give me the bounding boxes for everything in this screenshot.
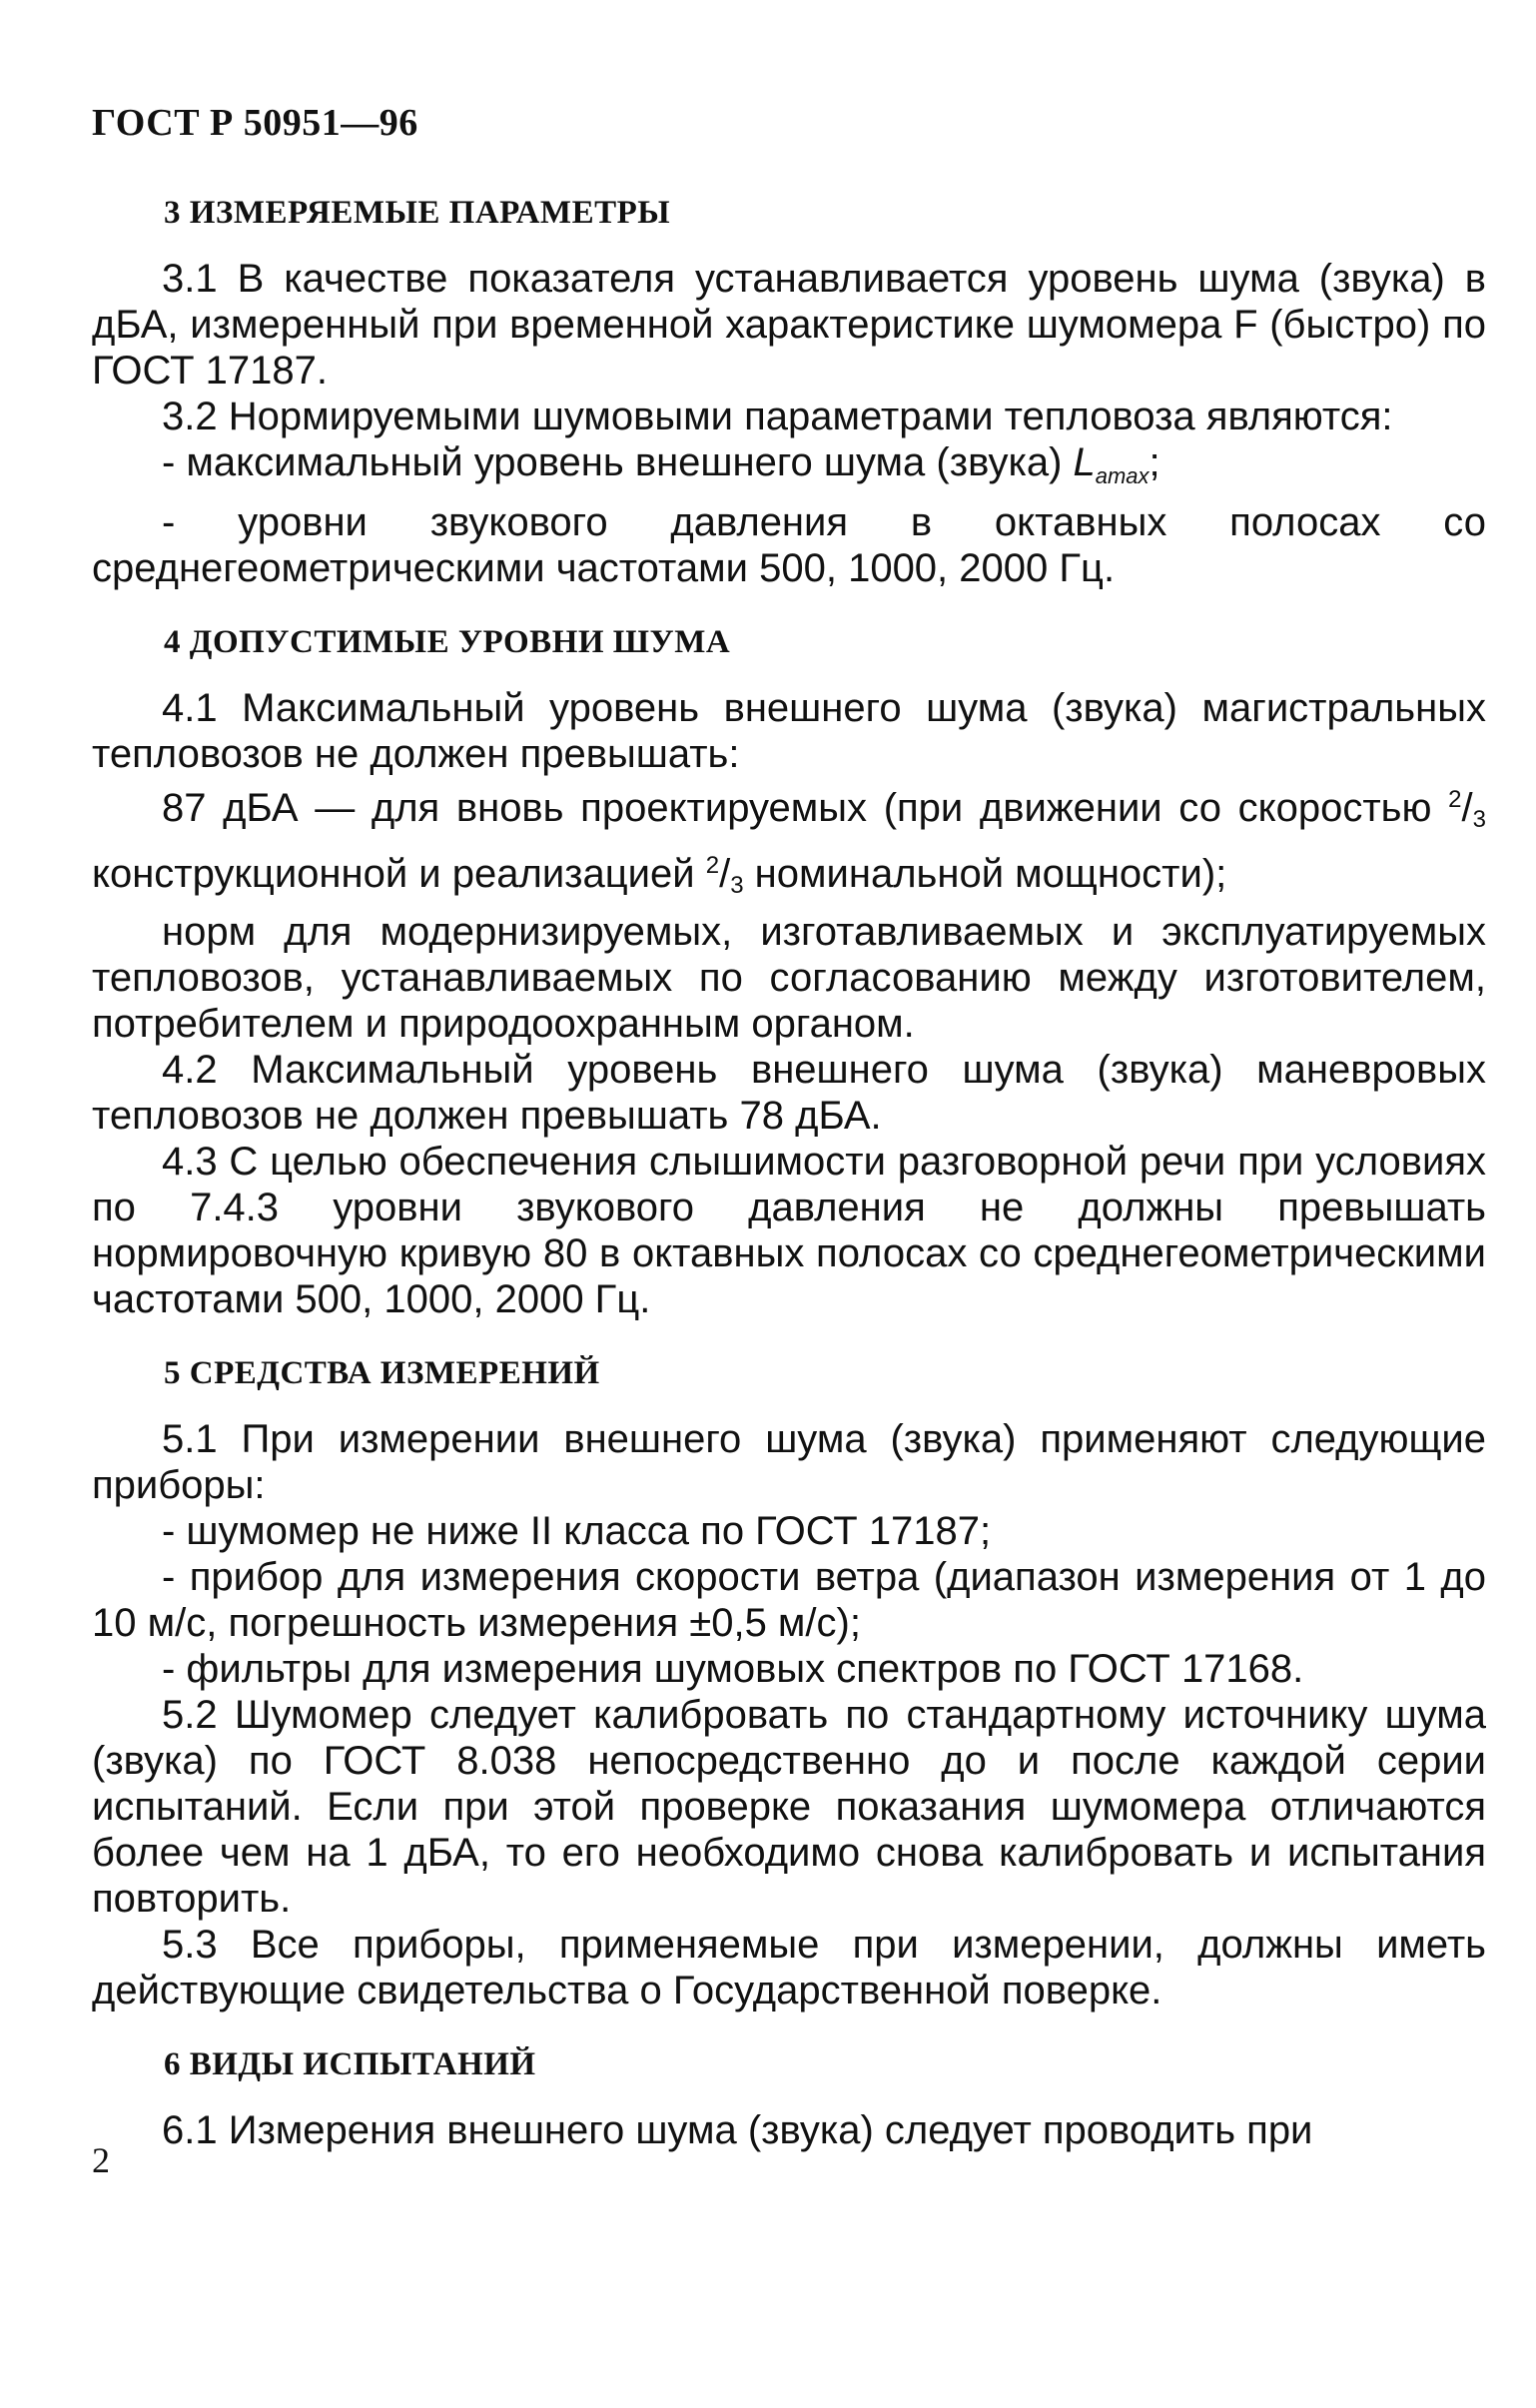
fraction-denominator-2: 3 <box>730 872 744 899</box>
text-mid: конструкционной и реализацией <box>92 852 706 896</box>
text-end: номинальной мощности); <box>743 852 1227 896</box>
paragraph-4-3: 4.3 С целью обеспечения слышимости разговорной речи при условиях по 7.4.3 уровни звукового давления не должны превышать нормировочную кривую 80 в октавных полосах со среднегеометрическими частотами 500, 1000, 2000 Гц. <box>92 1140 1486 1321</box>
page-number: 2 <box>92 2140 110 2180</box>
text-start: 87 дБА — для вновь проектируемых (при движении со скоростью <box>162 786 1449 830</box>
paragraph-3-2: 3.2 Нормируемыми шумовыми параметрами тепловоза являются: <box>162 395 1393 438</box>
paragraph-4-1-b: норм для модернизируемых, изготавливаемых и эксплуатируемых тепловозов, устанавливаемых по согласованию между изготовителем, потребителем и природоохранным органом. <box>92 910 1486 1046</box>
list-item-sound-level-meter: - шумомер не ниже II класса по ГОСТ 17187; <box>162 1509 992 1553</box>
fraction-numerator-2: 2 <box>705 852 720 879</box>
list-item-filters: - фильтры для измерения шумовых спектров по ГОСТ 17168. <box>162 1647 1304 1691</box>
fraction-numerator: 2 <box>1448 786 1462 813</box>
section-6-title: 6 ВИДЫ ИСПЫТАНИЙ <box>164 2046 536 2082</box>
document-page <box>92 100 1486 2153</box>
section-4-title: 4 ДОПУСТИМЫЕ УРОВНИ ШУМА <box>164 624 731 660</box>
list-item-text: - максимальный уровень внешнего шума (звука) <box>162 440 1074 484</box>
paragraph-4-2: 4.2 Максимальный уровень внешнего шума (звука) маневровых тепловозов не должен превышать 78 дБА. <box>92 1048 1486 1138</box>
symbol-subscript: amax <box>1095 463 1150 488</box>
section-3-title: 3 ИЗМЕРЯЕМЫЕ ПАРАМЕТРЫ <box>164 195 671 231</box>
standard-id: ГОСТ Р 50951—96 <box>92 102 418 144</box>
list-item-octave-levels: - уровни звукового давления в октавных полосах со среднегеометрическими частотами 500, 1000, 2000 Гц. <box>92 500 1486 590</box>
paragraph-3-1: 3.1 В качестве показателя устанавливается уровень шума (звука) в дБА, измеренный при временной характеристике шумомера F (быстро) по ГОСТ 17187. <box>92 257 1486 393</box>
section-5-title: 5 СРЕДСТВА ИЗМЕРЕНИЙ <box>164 1355 600 1391</box>
list-item-wind-speed-meter: - прибор для измерения скорости ветра (диапазон измерения от 1 до 10 м/с, погрешность измерения ±0,5 м/с); <box>92 1555 1486 1645</box>
list-item-lamax <box>92 439 1486 499</box>
paragraph-4-1: 4.1 Максимальный уровень внешнего шума (звука) магистральных тепловозов не должен превышать: <box>92 686 1486 776</box>
paragraph-4-1-a: 87 дБА — для вновь проектируемых (при движении со скоростью $^2$/3 конструкционной и реализацией $^2$/3 номинальной мощности); <box>92 786 1486 899</box>
fraction-denominator: 3 <box>1472 806 1486 833</box>
paragraph-5-1: 5.1 При измерении внешнего шума (звука) применяют следующие приборы: <box>92 1417 1486 1507</box>
paragraph-6-1: 6.1 Измерения внешнего шума (звука) следует проводить при <box>162 2108 1313 2152</box>
paragraph-5-3: 5.3 Все приборы, применяемые при измерении, должны иметь действующие свидетельства о Государственной поверке. <box>92 1923 1486 2012</box>
list-item-end: ; <box>1149 440 1160 484</box>
paragraph-5-2: 5.2 Шумомер следует калибровать по стандартному источнику шума (звука) по ГОСТ 8.038 непосредственно до и после каждой серии испытаний. Если при этой проверке показания шумомера отличаются более чем на 1 дБА, то его необходимо снова калибровать и испытания повторить. <box>92 1693 1486 1921</box>
symbol-l: L <box>1073 440 1096 484</box>
